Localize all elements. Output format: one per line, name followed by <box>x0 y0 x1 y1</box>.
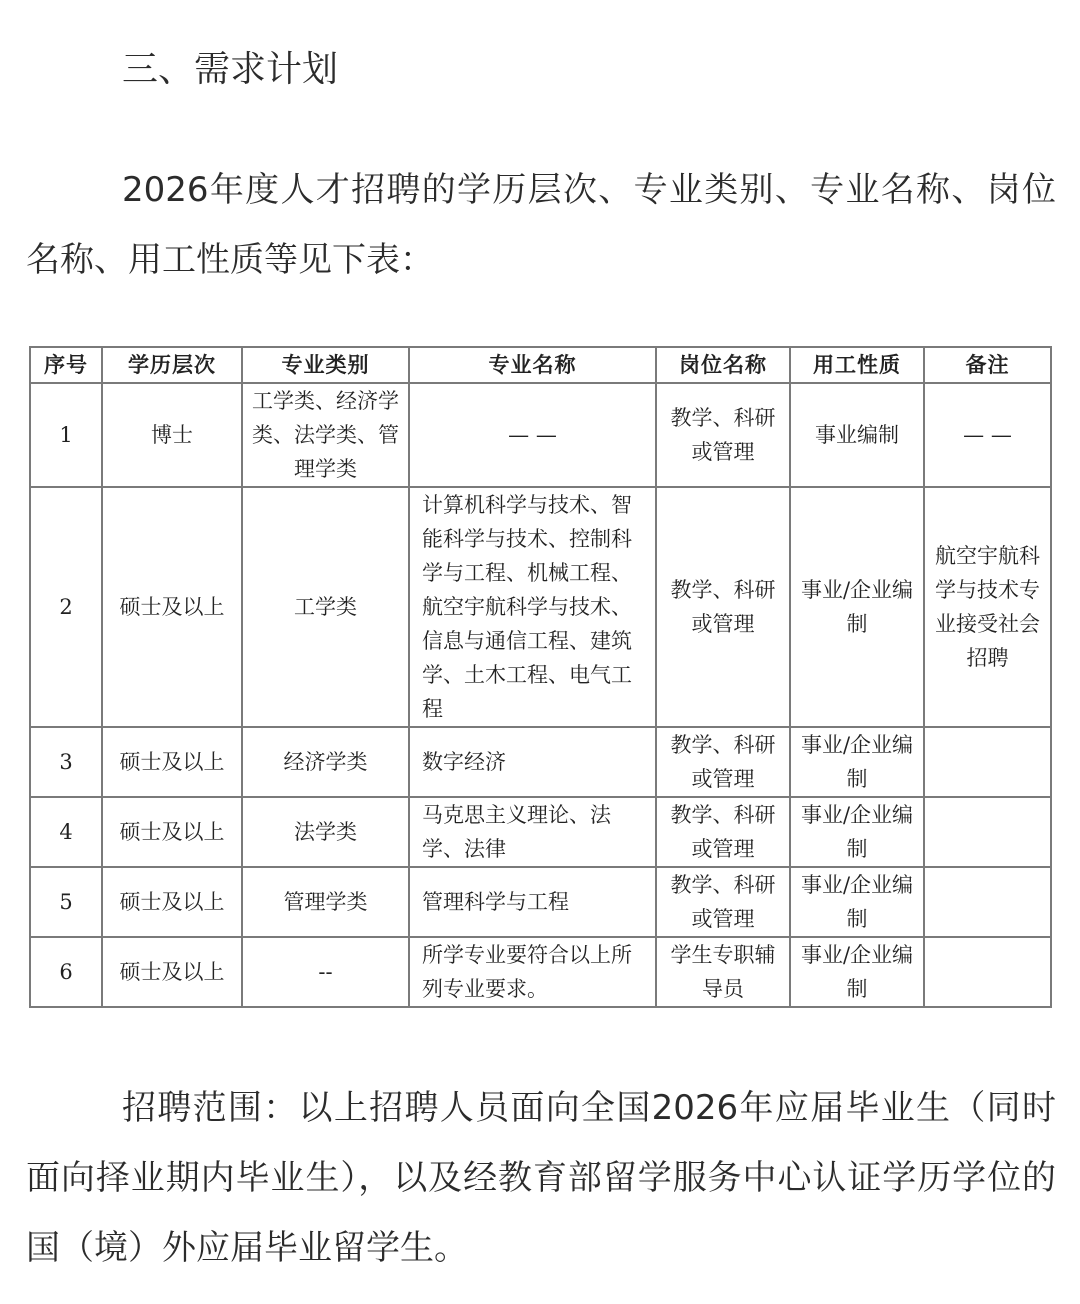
cell-no: 5 <box>30 867 102 937</box>
table-header-row <box>30 347 1051 383</box>
cell-no: 4 <box>30 797 102 867</box>
cell-position: 教学、科研或管理 <box>656 383 790 487</box>
requirements-table <box>29 346 1052 1008</box>
cell-major: 数字经济 <box>409 727 656 797</box>
cell-remark: 航空宇航科学与技术专业接受社会招聘 <box>924 487 1051 727</box>
cell-nature: 事业/企业编制 <box>790 727 924 797</box>
cell-no: 6 <box>30 937 102 1007</box>
cell-level: 硕士及以上 <box>102 937 242 1007</box>
header-cell: 岗位名称 <box>656 347 790 383</box>
cell-level: 硕士及以上 <box>102 487 242 727</box>
cell-nature: 事业/企业编制 <box>790 867 924 937</box>
cell-remark <box>924 937 1051 1007</box>
cell-position: 学生专职辅导员 <box>656 937 790 1007</box>
cell-nature: 事业/企业编制 <box>790 937 924 1007</box>
cell-position: 教学、科研或管理 <box>656 797 790 867</box>
table-row <box>30 727 1051 797</box>
cell-level: 博士 <box>102 383 242 487</box>
cell-category: 工学类、经济学类、法学类、管理学类 <box>242 383 409 487</box>
cell-position: 教学、科研或管理 <box>656 867 790 937</box>
cell-remark <box>924 797 1051 867</box>
cell-remark <box>924 727 1051 797</box>
cell-level: 硕士及以上 <box>102 867 242 937</box>
cell-category: 管理学类 <box>242 867 409 937</box>
cell-remark: — — <box>924 383 1051 487</box>
header-cell: 备注 <box>924 347 1051 383</box>
scope-paragraph: 招聘范围：以上招聘人员面向全国2026年应届毕业生（同时面向择业期内毕业生），以及经教育部留学服务中心认证学历学位的国（境）外应届毕业留学生。 <box>26 1088 1056 1268</box>
cell-category: 经济学类 <box>242 727 409 797</box>
table-row <box>30 937 1051 1007</box>
cell-level: 硕士及以上 <box>102 727 242 797</box>
cell-category: 法学类 <box>242 797 409 867</box>
header-cell: 专业类别 <box>242 347 409 383</box>
cell-no: 1 <box>30 383 102 487</box>
cell-nature: 事业/企业编制 <box>790 487 924 727</box>
header-cell: 用工性质 <box>790 347 924 383</box>
cell-nature: 事业/企业编制 <box>790 797 924 867</box>
cell-category: 工学类 <box>242 487 409 727</box>
header-cell: 序号 <box>30 347 102 383</box>
cell-major: 所学专业要符合以上所列专业要求。 <box>409 937 656 1007</box>
cell-nature: 事业编制 <box>790 383 924 487</box>
header-cell: 专业名称 <box>409 347 656 383</box>
header-cell: 学历层次 <box>102 347 242 383</box>
cell-no: 3 <box>30 727 102 797</box>
cell-remark <box>924 867 1051 937</box>
cell-no: 2 <box>30 487 102 727</box>
cell-major: 管理科学与工程 <box>409 867 656 937</box>
intro-paragraph: 2026年度人才招聘的学历层次、专业类别、专业名称、岗位名称、用工性质等见下表： <box>26 170 1056 280</box>
table-row <box>30 383 1051 487</box>
cell-position: 教学、科研或管理 <box>656 727 790 797</box>
cell-major: 马克思主义理论、法学、法律 <box>409 797 656 867</box>
cell-level: 硕士及以上 <box>102 797 242 867</box>
cell-category: -- <box>242 937 409 1007</box>
cell-major: — — <box>409 383 656 487</box>
table-row <box>30 797 1051 867</box>
cell-major: 计算机科学与技术、智能科学与技术、控制科学与工程、机械工程、航空宇航科学与技术、信息与通信工程、建筑学、土木工程、电气工程 <box>409 487 656 727</box>
table-row <box>30 867 1051 937</box>
section-heading: 三、需求计划 <box>122 49 339 90</box>
cell-position: 教学、科研或管理 <box>656 487 790 727</box>
table-row <box>30 487 1051 727</box>
